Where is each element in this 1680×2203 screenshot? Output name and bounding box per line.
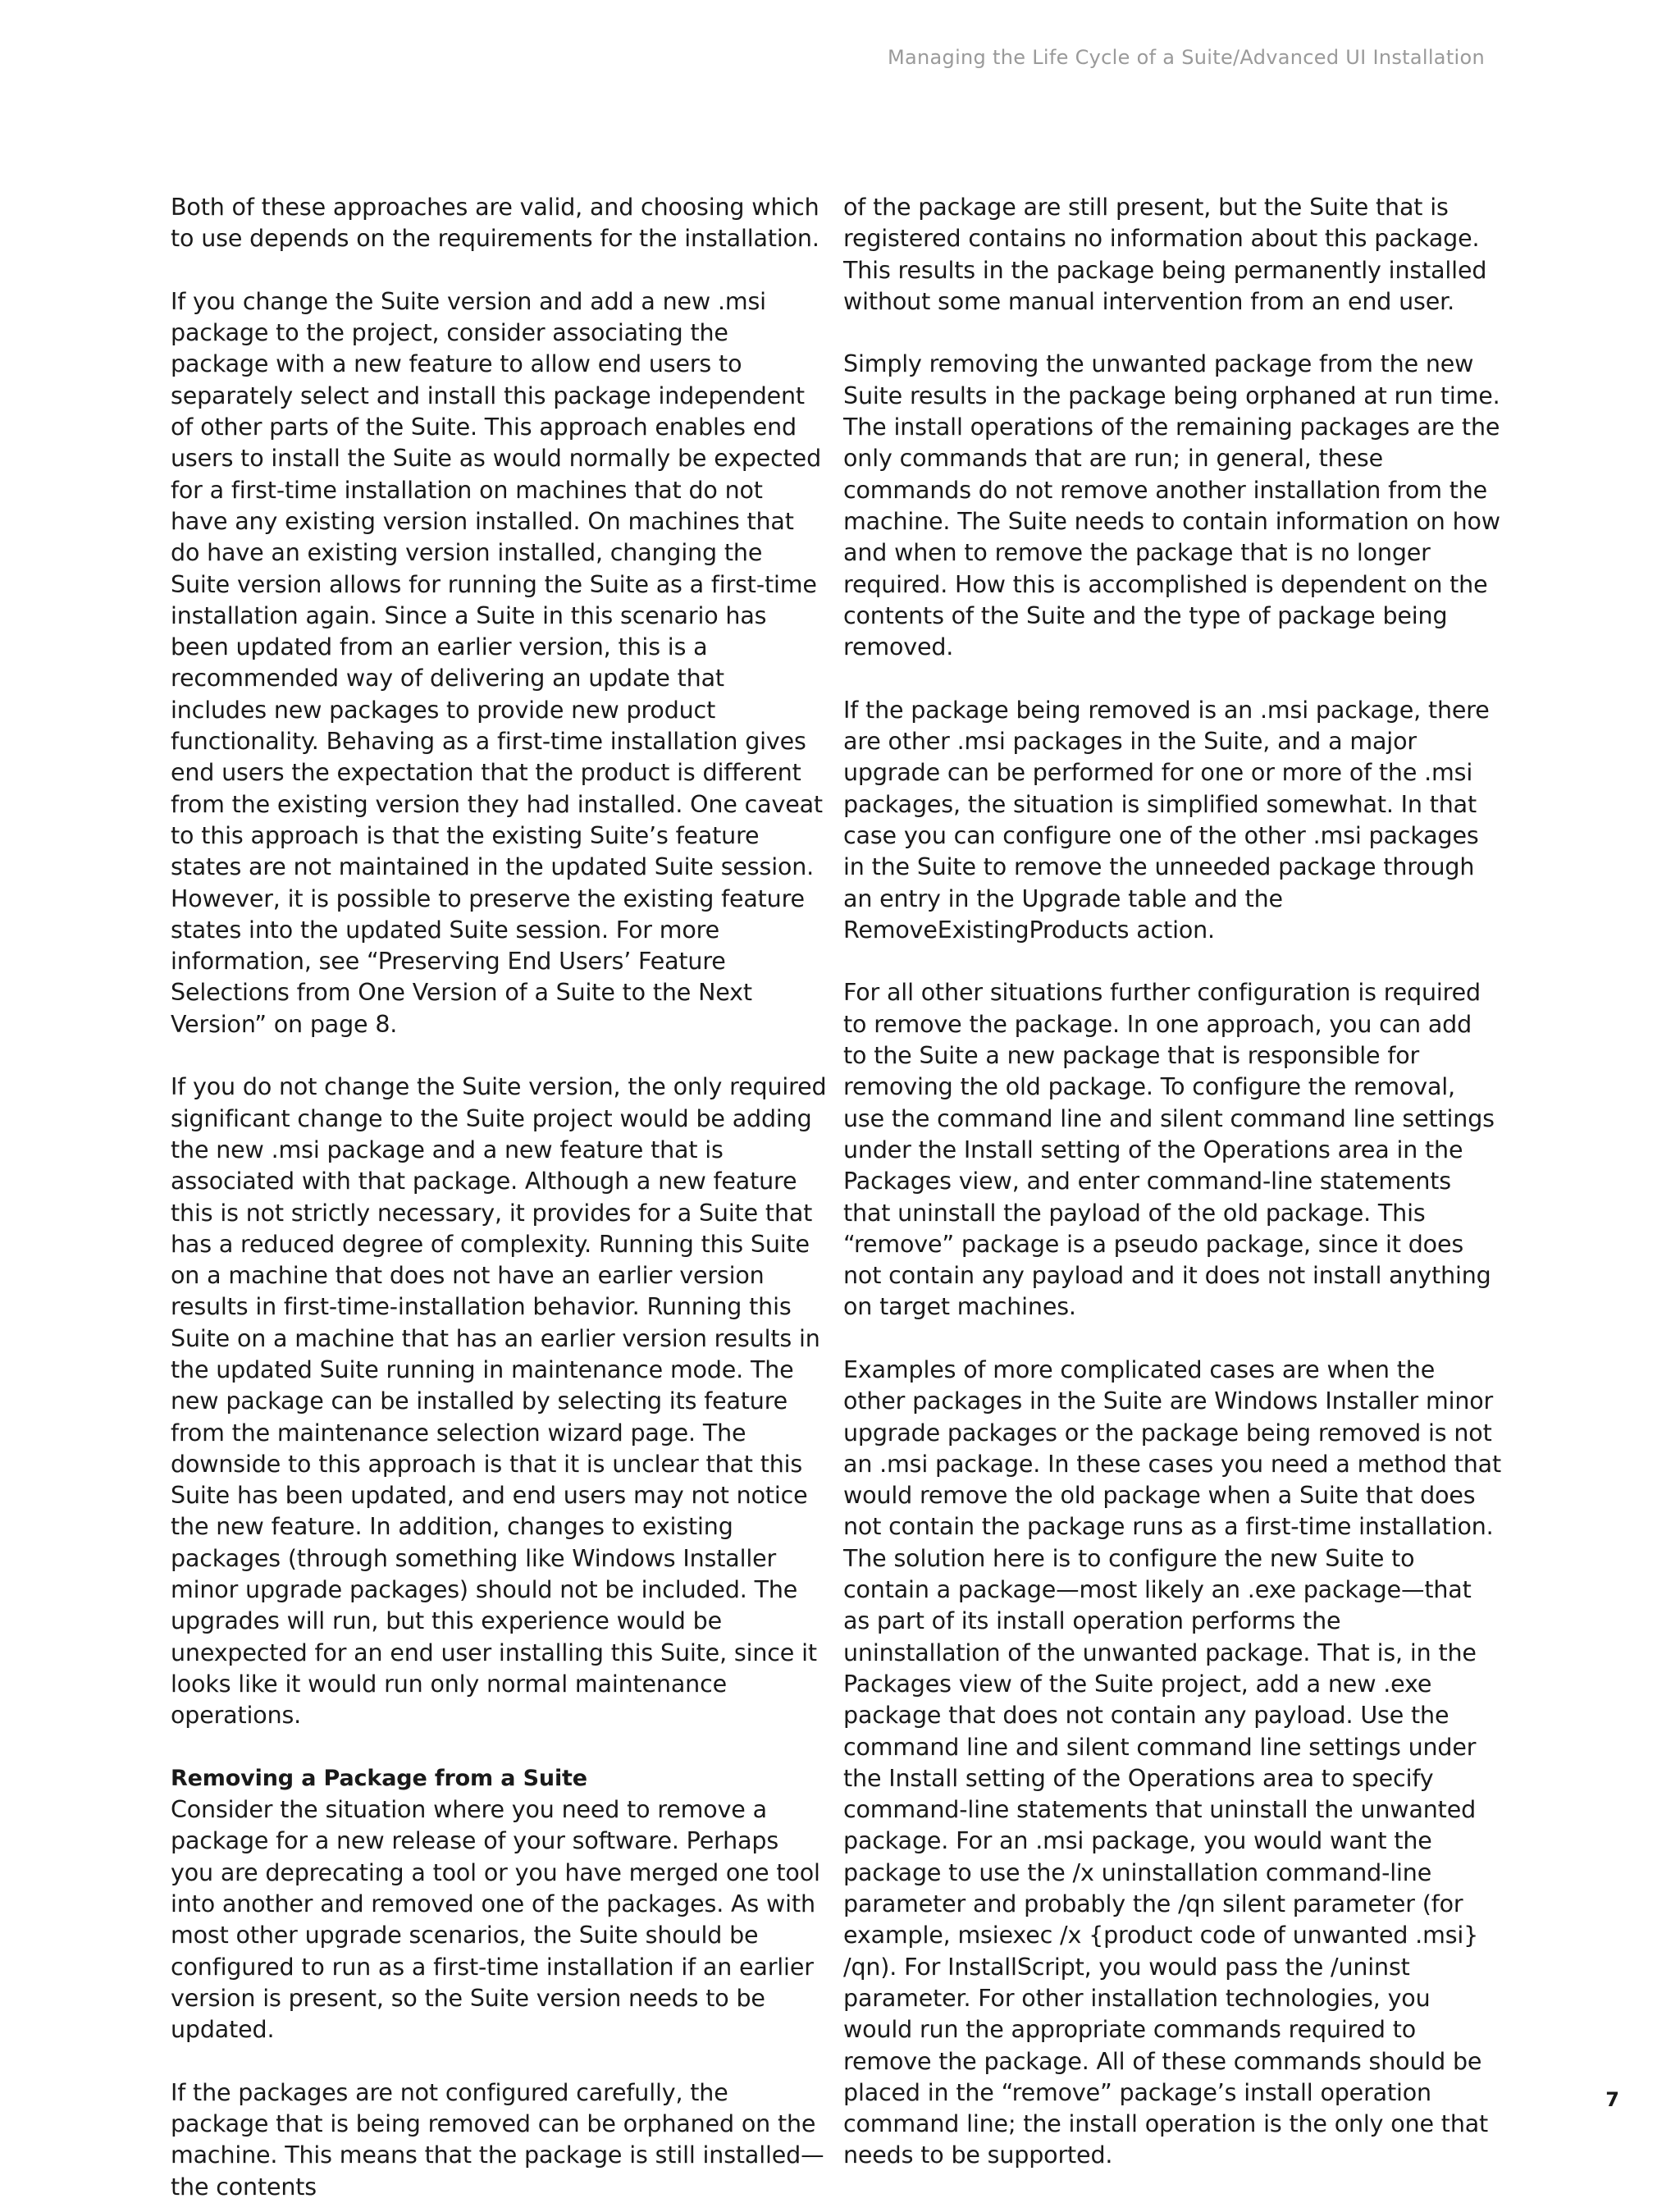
section-heading: Removing a Package from a Suite <box>171 1765 587 1791</box>
body-paragraph: of the package are still present, but the Suite that is registered contains no information about this package. This results in the package being permanently installed without some manual intervention from an end user. <box>843 194 1487 315</box>
body-paragraph: Simply removing the unwanted package from the new Suite results in the package being orphaned at run time. The install operations of the remaining packages are the only commands that are run; in general, these commands do not remove another installation from the machine. The Suite needs to contain information on how and when to remove the package that is no longer required. How this is accomplished is dependent on the contents of the Suite and the type of package being removed. <box>843 350 1500 661</box>
body-paragraph: If the packages are not configured carefully, the package that is being removed can be orphaned on the machine. This means that the package is still installed—the contents <box>171 2078 824 2201</box>
body-paragraph: Examples of more complicated cases are when the other packages in the Suite are Windows Installer minor upgrade packages or the package being removed is not an .msi package. In these cases you need a method that would remove the old package when a Suite that does not contain the package runs as a first-time installation. The solution here is to configure the new Suite to contain a package—most likely an .exe package—that as part of its install operation performs the uninstallation of the unwanted package. That is, in the Packages view of the Suite project, add a new .exe package that does not contain any payload. Use the command line and silent command line settings under the Install setting of the Operations area to specify command-line statements that uninstall the unwanted package. For an .msi package, you would want the package to use the /x uninstallation command-line parameter and probably the /qn silent parameter (for example, msiexec /x {product code of unwanted .msi} /qn). For InstallScript, you would pass the /uninst parameter. For other installation technologies, you would run the appropriate commands required to remove the package. All of these commands should be placed in the “remove” package’s install operation command line; the install operation is the only one that needs to be supported. <box>843 1355 1501 2169</box>
running-header: Managing the Life Cycle of a Suite/Advanced UI Installation <box>888 46 1485 69</box>
body-paragraph: Consider the situation where you need to remove a package for a new release of your software. Perhaps you are deprecating a tool or you have merged one tool into another and removed one of the packages. As with most other upgrade scenarios, the Suite should be configured to run as a first-time installation if an earlier version is present, so the Suite version needs to be updated. <box>171 1796 820 2044</box>
body-paragraph: For all other situations further configuration is required to remove the package. In one approach, you can add to the Suite a new package that is responsible for removing the old package. To configure the removal, use the command line and silent command line settings under the Install setting of the Operations area in the Packages view, and enter command-line statements that uninstall the payload of the old package. This “remove” package is a pseudo package, since it does not contain any payload and it does not install anything on target machines. <box>843 979 1495 1321</box>
page-number: 7 <box>1605 2088 1619 2111</box>
body-paragraph: Both of these approaches are valid, and choosing which to use depends on the requirements for the installation. <box>171 194 819 253</box>
body-paragraph: If you change the Suite version and add a new .msi package to the project, consider associating the package with a new feature to allow end users to separately select and install this package independent of other parts of the Suite. This approach enables end users to install the Suite as would normally be expected for a first-time installation on machines that do not have any existing version installed. On machines that do have an existing version installed, changing the Suite version allows for running the Suite as a first-time installation again. Since a Suite in this scenario has been updated from an earlier version, this is a recommended way of delivering an update that includes new packages to provide new product functionality. Behaving as a first-time installation gives end users the expectation that the product is different from the existing version they had installed. One caveat to this approach is that the existing Suite’s feature states are not maintained in the updated Suite session. However, it is possible to preserve the existing feature states into the updated Suite session. For more information, see “Preserving End Users’ Feature Selections from One Version of a Suite to the Next Version” on page 8. <box>171 287 823 1038</box>
body-paragraph: If the package being removed is an .msi package, there are other .msi packages in the Suite, and a major upgrade can be performed for one or more of the .msi packages, the situation is simplified somewhat. In that case you can configure one of the other .msi packages in the Suite to remove the unneeded package through an entry in the Upgrade table and the RemoveExistingProducts action. <box>843 696 1490 944</box>
right-column <box>843 192 1501 2172</box>
left-column <box>171 192 827 2203</box>
body-paragraph: If you do not change the Suite version, the only required significant change to the Suite project would be adding the new .msi package and a new feature that is associated with that package. Although a new feature this is not strictly necessary, it provides for a Suite that has a reduced degree of complexity. Running this Suite on a machine that does not have an earlier version results in first-time-installation behavior. Running this Suite on a machine that has an earlier version results in the updated Suite running in maintenance mode. The new package can be installed by selecting its feature from the maintenance selection wizard page. The downside to this approach is that it is unclear that this Suite has been updated, and end users may not notice the new feature. In addition, changes to existing packages (through something like Windows Installer minor upgrade packages) should not be included. The upgrades will run, but this experience would be unexpected for an end user installing this Suite, since it looks like it would run only normal maintenance operations. <box>171 1073 827 1730</box>
